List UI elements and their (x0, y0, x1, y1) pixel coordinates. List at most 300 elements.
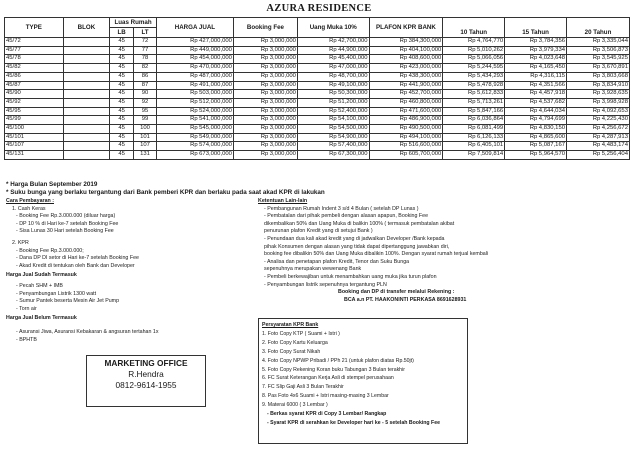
table-row (5, 98, 630, 107)
cell-value: 3,000,000 (269, 151, 296, 158)
currency-label: Rp (399, 151, 408, 158)
currency-label: Rp (329, 72, 337, 79)
cell-value: 574,000,000 (199, 142, 232, 149)
currency-label: Rp (399, 81, 408, 88)
cell-lt: 100 (134, 125, 157, 134)
payment-heading: Cara Pembayaran : (6, 198, 54, 204)
list-item: - Penyambungan Listrik 1300 watt (16, 290, 97, 297)
cell-t10 (443, 133, 505, 142)
cell-value: 404,100,000 (408, 46, 442, 53)
cell-value: 5,434,293 (476, 72, 504, 79)
col-harga: HARGA JUAL (156, 18, 233, 38)
cell-lt: 86 (134, 72, 157, 81)
cell-lt: 87 (134, 81, 157, 90)
currency-label: Rp (260, 116, 269, 123)
currency-label: Rp (592, 133, 601, 140)
cell-value: 541,000,000 (199, 116, 232, 123)
cell-harga (156, 133, 233, 142)
bank-account-line: BCA a.n PT. HAAKONINTI PERKASA 8691628931 (344, 296, 467, 303)
cell-value: 5,244,595 (476, 64, 504, 71)
currency-label: Rp (592, 72, 601, 79)
cell-um (297, 64, 369, 73)
requirements-note: - Berkas syarat KPR di Copy 3 Lembar/ Rangkap (267, 411, 387, 418)
cell-lt: 78 (134, 55, 157, 64)
cell-t10 (443, 46, 505, 55)
cell-value: 524,000,000 (199, 107, 232, 114)
cell-um (297, 81, 369, 90)
currency-label: Rp (190, 38, 198, 44)
cell-um (297, 116, 369, 125)
cell-t20 (567, 72, 630, 81)
currency-label: Rp (329, 133, 337, 140)
currency-label: Rp (467, 151, 476, 158)
currency-label: Rp (190, 142, 198, 149)
cell-booking (233, 107, 297, 116)
cell-type: 45/131 (5, 151, 64, 160)
currency-label: Rp (592, 81, 601, 88)
cell-value: 427,000,000 (199, 38, 232, 44)
currency-label: Rp (260, 64, 269, 71)
cell-t15 (505, 116, 567, 125)
cell-t10 (443, 72, 505, 81)
table-row (5, 151, 630, 160)
cell-t20 (567, 46, 630, 55)
cell-plafon (369, 72, 443, 81)
list-item: - Penundaan dua kali akad kredit yang di jadwalkan Developer /Bank kepada (264, 235, 445, 242)
currency-label: Rp (529, 98, 538, 105)
cell-plafon (369, 133, 443, 142)
currency-label: Rp (399, 46, 408, 53)
cell-um (297, 38, 369, 47)
currency-label: Rp (399, 116, 408, 123)
cell-value: 486,900,000 (408, 116, 442, 123)
cell-value: 3,000,000 (269, 46, 296, 53)
cell-value: 3,545,925 (601, 55, 628, 62)
cell-value: 54,100,000 (338, 116, 368, 123)
list-item: - Pecah SHM + IMB (16, 282, 63, 289)
list-item: 2. Foto Copy Kartu Keluarga (262, 339, 328, 346)
cell-blok (63, 81, 110, 90)
cell-value: 4,483,174 (601, 142, 628, 149)
price-table-body (5, 38, 630, 160)
cell-value: 4,457,918 (538, 90, 566, 97)
kpr-title: 2. KPR (12, 239, 29, 246)
col-t10: 10 Tahun (443, 18, 505, 38)
cell-blok (63, 98, 110, 107)
currency-label: Rp (399, 55, 408, 62)
marketing-office-box (86, 355, 206, 407)
cell-harga (156, 151, 233, 160)
currency-label: Rp (467, 133, 476, 140)
cell-booking (233, 116, 297, 125)
currency-label: Rp (467, 125, 476, 132)
payment-section (6, 198, 246, 344)
currency-label: Rp (467, 107, 476, 114)
cell-value: 49,100,000 (338, 81, 368, 88)
cell-type: 45/86 (5, 72, 64, 81)
cell-value: 491,000,000 (199, 81, 232, 88)
currency-label: Rp (467, 81, 476, 88)
cell-booking (233, 133, 297, 142)
currency-label: Rp (399, 64, 408, 71)
cell-value: 5,087,167 (538, 142, 566, 149)
cell-booking (233, 64, 297, 73)
currency-label: Rp (190, 81, 198, 88)
list-item: - Booking Fee Rp.3.000.000; (16, 247, 84, 254)
cell-t10 (443, 142, 505, 151)
cell-plafon (369, 90, 443, 99)
cell-value: 4,865,600 (538, 133, 566, 140)
cell-t10 (443, 98, 505, 107)
cell-value: 4,764,770 (476, 38, 504, 44)
cell-t10 (443, 90, 505, 99)
cell-lt: 99 (134, 116, 157, 125)
cell-t10 (443, 55, 505, 64)
list-item: - Akad Kredit di tentukan oleh Bank dan Developer (16, 262, 135, 269)
currency-label: Rp (260, 72, 269, 79)
cell-type: 45/100 (5, 125, 64, 134)
currency-label: Rp (190, 116, 198, 123)
col-luas: Luas Rumah (110, 18, 157, 28)
currency-label: Rp (467, 64, 476, 71)
cell-t15 (505, 98, 567, 107)
list-item: - Asuransi Jiwa, Asuransi Kebakaran & angsuran tertahan 1x (16, 328, 159, 335)
cell-lt: 131 (134, 151, 157, 160)
cell-t10 (443, 116, 505, 125)
requirements-heading: Persyaratan KPR Bank (262, 322, 319, 328)
cell-type: 45/82 (5, 64, 64, 73)
cell-t15 (505, 125, 567, 134)
cell-value: 7,509,814 (476, 151, 504, 158)
currency-label: Rp (467, 98, 476, 105)
currency-label: Rp (399, 98, 408, 105)
cell-type: 45/107 (5, 142, 64, 151)
cell-value: 408,600,000 (408, 55, 442, 62)
list-item: 1. Foto Copy KTP ( Suami + Istri ) (262, 330, 340, 337)
cell-value: 52,400,000 (338, 107, 368, 114)
cell-value: 5,010,262 (476, 46, 504, 53)
currency-label: Rp (399, 90, 408, 97)
col-lb: LB (110, 28, 134, 38)
currency-label: Rp (529, 133, 538, 140)
cell-t15 (505, 55, 567, 64)
currency-label: Rp (329, 125, 337, 132)
marketing-title: MARKETING OFFICE (104, 358, 188, 368)
list-item: dikembalikan 50% dan Uang Muka di balikin 100% ( termasuk pembatalan akibat (264, 220, 455, 227)
cell-value: 470,000,000 (199, 64, 232, 71)
list-item: - Dana DP DI setor di Hari ke-7 setelah Booking Fee (16, 255, 139, 262)
cell-harga (156, 72, 233, 81)
cell-t10 (443, 64, 505, 73)
currency-label: Rp (467, 38, 476, 44)
currency-label: Rp (329, 55, 337, 62)
cell-value: 3,000,000 (269, 55, 296, 62)
currency-label: Rp (529, 151, 538, 158)
list-item: 3. Foto Copy Surat Nikah (262, 348, 321, 355)
cell-type: 45/101 (5, 133, 64, 142)
cell-t15 (505, 38, 567, 47)
currency-label: Rp (529, 107, 538, 114)
currency-label: Rp (529, 38, 538, 44)
cell-value: 4,316,115 (539, 72, 566, 79)
cell-value: 3,784,356 (538, 38, 566, 44)
list-item: - Sumur Pantek beserta Mesin Air Jet Pump (16, 298, 120, 305)
cell-t20 (567, 38, 630, 47)
cell-type: 45/87 (5, 81, 64, 90)
currency-label: Rp (190, 133, 198, 140)
cell-value: 4,287,913 (601, 133, 628, 140)
currency-label: Rp (399, 142, 408, 149)
cell-t20 (567, 151, 630, 160)
currency-label: Rp (190, 55, 198, 62)
cell-blok (63, 142, 110, 151)
cell-plafon (369, 38, 443, 47)
cell-t20 (567, 64, 630, 73)
table-row (5, 90, 630, 99)
cell-lb: 45 (110, 64, 134, 73)
exclude-title: Harga Jual Belum Termasuk (6, 315, 77, 322)
cell-value: 3,803,668 (601, 72, 628, 79)
cell-value: 6,126,133 (476, 133, 504, 140)
cell-plafon (369, 116, 443, 125)
table-row (5, 107, 630, 116)
list-item: - Analisa dan penetapan plafon Kredit, Tenor dan Suku Bunga (264, 258, 410, 265)
cell-t15 (505, 151, 567, 160)
cell-lt: 82 (134, 64, 157, 73)
cell-plafon (369, 107, 443, 116)
cell-t10 (443, 125, 505, 134)
cell-value: 3,000,000 (269, 107, 296, 114)
table-row (5, 142, 630, 151)
cell-value: 423,000,000 (408, 64, 442, 71)
cell-value: 3,000,000 (269, 72, 296, 79)
cell-value: 490,500,000 (408, 125, 442, 132)
cell-booking (233, 38, 297, 47)
cell-value: 4,794,699 (538, 116, 566, 123)
currency-label: Rp (399, 107, 408, 114)
cell-blok (63, 107, 110, 116)
cell-type: 45/78 (5, 55, 64, 64)
table-row (5, 55, 630, 64)
currency-label: Rp (592, 116, 601, 123)
currency-label: Rp (329, 107, 337, 114)
cell-value: 4,830,150 (538, 125, 566, 132)
currency-label: Rp (592, 64, 601, 71)
cell-value: 54,500,000 (338, 125, 368, 132)
cell-lt: 101 (134, 133, 157, 142)
list-item: 4. Foto Copy NPWP Pribadi / PPh 21 (untuk plafon diatas Rp.50jt) (262, 357, 414, 364)
cell-value: 44,900,000 (338, 46, 368, 53)
list-item: - Penyambungan listrik sepenuhnya tergantung PLN (264, 281, 387, 288)
currency-label: Rp (592, 55, 601, 62)
cell-type: 45/72 (5, 38, 64, 47)
marketing-phone: 0812-9614-1955 (115, 380, 177, 390)
currency-label: Rp (190, 90, 198, 97)
currency-label: Rp (190, 125, 198, 132)
col-um: Uang Muka 10% (297, 18, 369, 38)
cell-value: 4,256,672 (601, 125, 628, 132)
cell-t20 (567, 142, 630, 151)
cell-value: 4,644,034 (538, 107, 566, 114)
cell-plafon (369, 81, 443, 90)
cell-lb: 45 (110, 125, 134, 134)
currency-label: Rp (329, 142, 337, 149)
cell-t15 (505, 72, 567, 81)
cell-value: 3,000,000 (269, 90, 296, 97)
cell-um (297, 55, 369, 64)
cell-value: 5,612,833 (476, 90, 504, 97)
page-title: AZURA RESIDENCE (266, 3, 372, 14)
kpr-requirements-box (258, 318, 468, 444)
cell-booking (233, 90, 297, 99)
col-booking: Booking Fee (233, 18, 297, 38)
list-item: 7. FC Slip Gaji Asli 3 Bulan Terakhir (262, 384, 344, 391)
cell-t15 (505, 133, 567, 142)
cell-lb: 45 (110, 55, 134, 64)
col-lt: LT (134, 28, 157, 38)
currency-label: Rp (399, 125, 408, 132)
currency-label: Rp (529, 81, 538, 88)
include-title: Harga Jual Sudah Termasuk (6, 272, 77, 279)
cell-um (297, 125, 369, 134)
cell-value: 441,900,000 (408, 81, 442, 88)
currency-label: Rp (190, 46, 198, 53)
cell-plafon (369, 125, 443, 134)
cell-t20 (567, 133, 630, 142)
cell-t20 (567, 98, 630, 107)
cell-lb: 45 (110, 142, 134, 151)
cell-blok (63, 133, 110, 142)
cell-plafon (369, 98, 443, 107)
cell-value: 50,300,000 (338, 90, 368, 97)
cell-value: 438,300,000 (408, 72, 442, 79)
cell-t15 (505, 107, 567, 116)
table-row (5, 72, 630, 81)
currency-label: Rp (592, 142, 601, 149)
cell-value: 4,092,653 (601, 107, 628, 114)
currency-label: Rp (260, 142, 269, 149)
cell-value: 57,400,000 (338, 142, 368, 149)
currency-label: Rp (467, 46, 476, 53)
cell-t20 (567, 116, 630, 125)
currency-label: Rp (592, 46, 601, 53)
cell-plafon (369, 151, 443, 160)
cell-value: 471,600,000 (408, 107, 442, 114)
col-t15: 15 Tahun (505, 18, 567, 38)
currency-label: Rp (592, 38, 601, 44)
cell-value: 3,000,000 (269, 116, 296, 123)
cell-harga (156, 116, 233, 125)
cell-value: 4,351,566 (538, 81, 566, 88)
cell-value: 3,998,928 (601, 98, 628, 105)
cell-plafon (369, 142, 443, 151)
cell-lb: 45 (110, 90, 134, 99)
cell-um (297, 90, 369, 99)
table-row (5, 116, 630, 125)
list-item: penurunan plafon Kredit yang di setujui Bank ) (264, 228, 373, 235)
cell-value: 549,000,000 (199, 133, 232, 140)
cell-blok (63, 116, 110, 125)
cell-harga (156, 90, 233, 99)
cell-t10 (443, 81, 505, 90)
cell-blok (63, 64, 110, 73)
cell-value: 449,000,000 (199, 46, 232, 53)
cell-t10 (443, 107, 505, 116)
list-item: 6. FC Surat Keterangan Kerja Asli di stempel perusahaan (262, 375, 394, 382)
cell-value: 3,335,044 (601, 38, 628, 44)
cell-lt: 72 (134, 38, 157, 47)
cell-harga (156, 142, 233, 151)
currency-label: Rp (399, 72, 408, 79)
currency-label: Rp (260, 55, 269, 62)
col-t20: 20 Tahun (567, 18, 630, 38)
cell-value: 3,000,000 (269, 125, 296, 132)
cell-value: 3,000,000 (269, 81, 296, 88)
cell-value: 3,670,891 (601, 64, 628, 71)
cell-type: 45/90 (5, 90, 64, 99)
list-item: - Pembangunan Rumah Indent 3 s/d 4 Bulan ( setelah DP Lunas ) (264, 205, 419, 212)
cell-blok (63, 46, 110, 55)
cell-value: 487,000,000 (199, 72, 232, 79)
cell-value: 6,405,101 (476, 142, 504, 149)
list-item: sepenuhnya merupakan wewenang Bank (264, 266, 362, 273)
cell-t15 (505, 142, 567, 151)
cell-t15 (505, 90, 567, 99)
cell-t15 (505, 64, 567, 73)
currency-label: Rp (260, 133, 269, 140)
cell-value: 494,100,000 (408, 133, 442, 140)
cell-value: 4,225,430 (601, 116, 628, 123)
currency-label: Rp (190, 72, 198, 79)
currency-label: Rp (260, 81, 269, 88)
cell-t20 (567, 90, 630, 99)
cell-booking (233, 55, 297, 64)
currency-label: Rp (260, 90, 269, 97)
cell-harga (156, 64, 233, 73)
cell-um (297, 72, 369, 81)
currency-label: Rp (399, 133, 408, 140)
currency-label: Rp (529, 125, 538, 132)
list-item: - Torn air (16, 305, 37, 312)
cell-value: 3,000,000 (269, 64, 296, 71)
cell-harga (156, 55, 233, 64)
currency-label: Rp (592, 98, 601, 105)
cell-harga (156, 81, 233, 90)
cell-t15 (505, 81, 567, 90)
cell-value: 5,066,056 (476, 55, 504, 62)
cell-um (297, 151, 369, 160)
cell-harga (156, 125, 233, 134)
list-item: - BPHTB (16, 336, 37, 343)
payment-transfer-line: Booking dan DP di transfer melalui Rekening : (338, 289, 455, 296)
cell-t10 (443, 151, 505, 160)
cell-value: 42,700,000 (338, 38, 368, 44)
cell-um (297, 133, 369, 142)
cell-value: 3,000,000 (269, 142, 296, 149)
currency-label: Rp (260, 151, 269, 158)
cell-value: 47,000,000 (338, 64, 368, 71)
cell-value: 5,478,928 (476, 81, 504, 88)
currency-label: Rp (190, 107, 198, 114)
cell-blok (63, 72, 110, 81)
cell-lb: 45 (110, 98, 134, 107)
table-row (5, 38, 630, 47)
cell-value: 3,928,635 (601, 90, 628, 97)
requirements-note: - Syarat KPR di serahkan ke Developer hari ke - 5 setelah Booking Fee (267, 419, 440, 426)
marketing-name: R.Hendra (128, 369, 164, 379)
currency-label: Rp (467, 72, 476, 79)
col-type: TYPE (5, 18, 64, 38)
